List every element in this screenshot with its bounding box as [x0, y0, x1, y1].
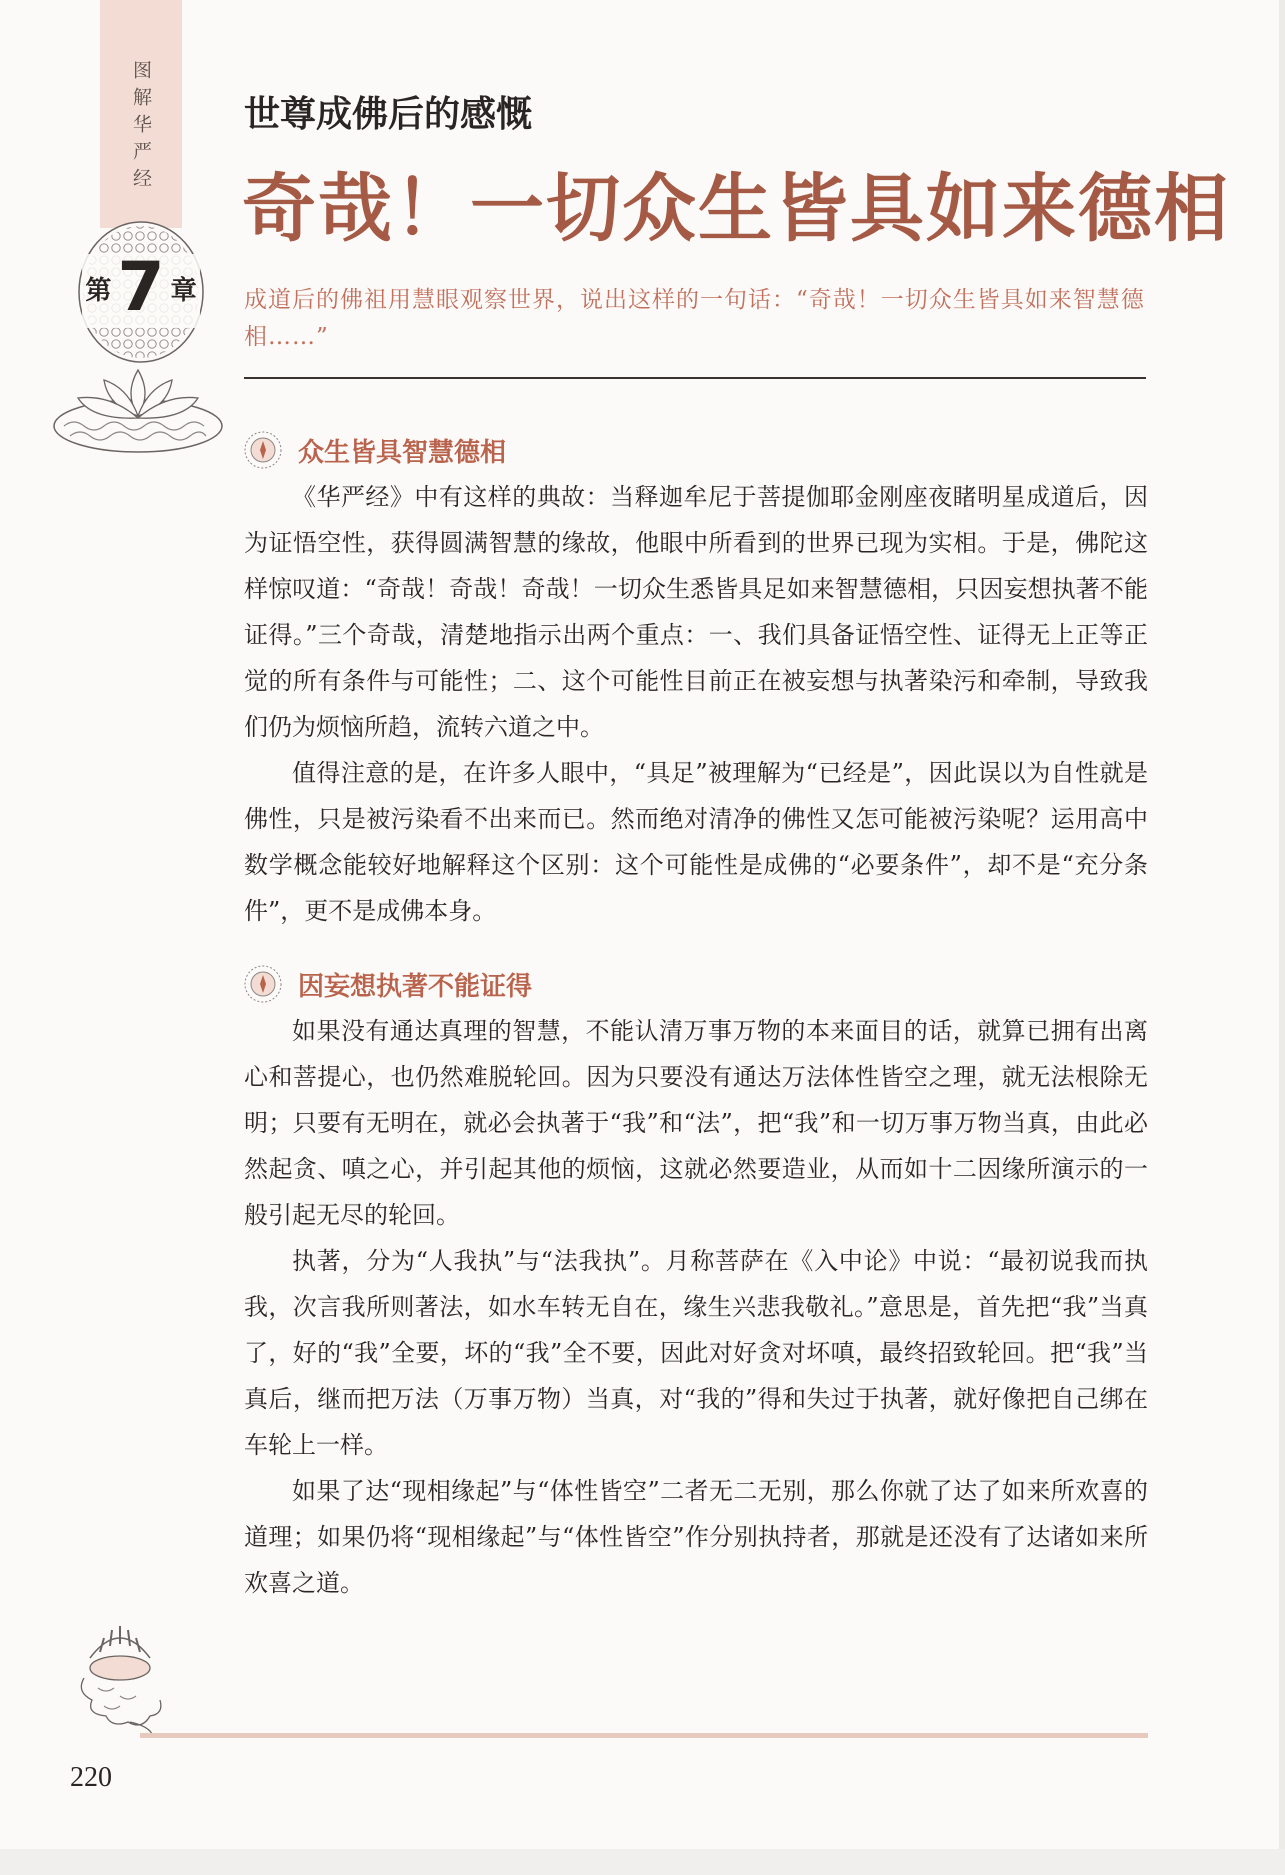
body-paragraph: 如果了达“现相缘起”与“体性皆空”二者无二无别，那么你就了达了如来所欢喜的道理；如果仍将“现相缘起”与“体性皆空”作分别执持者，那就是还没有了达诸如来所欢喜之道。: [244, 1477, 1148, 1597]
section-bullet-icon: [243, 964, 283, 1004]
body-paragraph: 如果没有通达真理的智慧，不能认清万事万物的本来面目的话，就算已拥有出离心和菩提心，也仍然难脱轮回。因为只要没有通达万法体性皆空之理，就无法根除无明；只要有无明在，就必会执著于“我”和“法”，把“我”和一切万事万物当真，由此必然起贪、嗔之心，并引起其他的烦恼，这就必然要造业，从而如十二因缘所演示的一般引起无尽的轮回。: [244, 1017, 1148, 1229]
kicker-title: 世尊成佛后的感慨: [244, 94, 533, 135]
lead-text: 成道后的佛祖用慧眼观察世界，说出这样的一句话：“奇哉！一切众生皆具如来智慧德相……”: [244, 287, 1145, 350]
chapter-label: [74, 248, 208, 328]
book-title: 图解华严经: [130, 60, 152, 195]
cloud-ornament-icon: [70, 1618, 170, 1738]
section-body: [244, 474, 1148, 934]
body-paragraph: 值得注意的是，在许多人眼中，“具足”被理解为“已经是”，因此误以为自性就是佛性，只是被污染看不出来而已。然而绝对清净的佛性又怎可能被污染呢？运用高中数学概念能较好地解释这个区别：这个可能性是成佛的“必要条件”，却不是“充分条件”，更不是成佛本身。: [244, 759, 1148, 925]
header-divider: [244, 377, 1146, 379]
page-title: 奇哉！一切众生皆具如来德相: [242, 166, 1230, 252]
footer-divider: [140, 1733, 1148, 1738]
body-paragraph: 《华严经》中有这样的典故：当释迦牟尼于菩提伽耶金刚座夜睹明星成道后，因为证悟空性，获得圆满智慧的缘故，他眼中所看到的世界已现为实相。于是，佛陀这样惊叹道：“奇哉！奇哉！奇哉！一切众生悉皆具足如来智慧德相，只因妄想执著不能证得。”三个奇哉，清楚地指示出两个重点：一、我们具备证悟空性、证得无上正等正觉的所有条件与可能性；二、这个可能性目前正在被妄想与执著染污和牵制，导致我们仍为烦恼所趋，流转六道之中。: [244, 483, 1148, 741]
chapter-number: 7: [117, 248, 165, 327]
page-edge: [0, 1849, 1285, 1875]
page-edge: [1279, 0, 1285, 1875]
body-paragraph: 执著，分为“人我执”与“法我执”。月称菩萨在《入中论》中说：“最初说我而执我，次言我所则著法，如水车转无自在，缘生兴悲我敬礼。”意思是，首先把“我”当真了，好的“我”全要，坏的“我”全不要，因此对好贪对坏嗔，最终招致轮回。把“我”当真后，继而把万法（万事万物）当真，对“我的”得和失过于执著，就好像把自己绑在车轮上一样。: [244, 1247, 1148, 1459]
section-heading: 因妄想执著不能证得: [298, 972, 533, 1002]
chapter-suffix: 章: [170, 275, 197, 306]
chapter-prefix: 第: [85, 275, 112, 306]
section-body: [244, 1008, 1148, 1606]
section-heading: 众生皆具智慧德相: [298, 438, 507, 468]
lotus-icon: [50, 360, 226, 460]
section-bullet-icon: [243, 430, 283, 470]
page-number: 220: [70, 1762, 112, 1793]
